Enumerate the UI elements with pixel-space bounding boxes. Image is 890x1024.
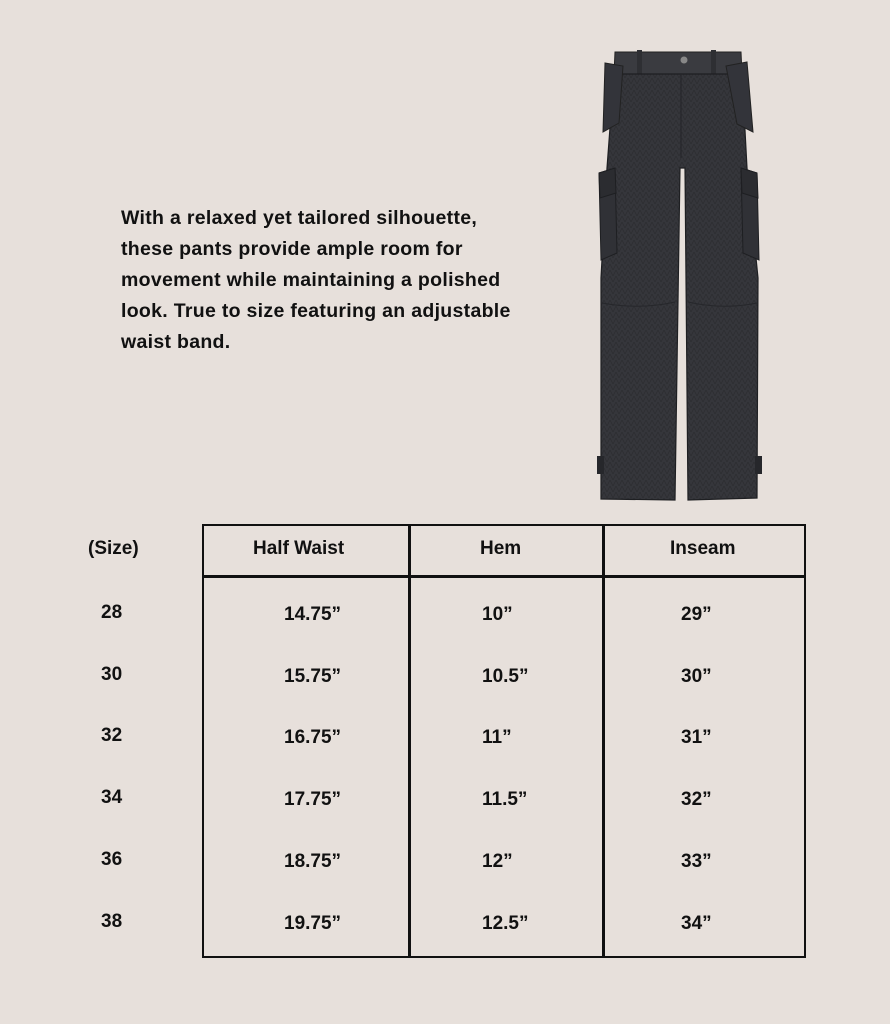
size-value: 36 [101, 849, 123, 870]
cell-hem: 12.5” [482, 913, 529, 934]
cell-inseam: 29” [681, 604, 712, 625]
size-value: 34 [101, 787, 123, 808]
column-header-hem: Hem [480, 538, 522, 559]
cell-half-waist: 19.75” [284, 913, 342, 934]
description-line: movement while maintaining a polished [121, 269, 501, 291]
cell-inseam: 32” [681, 789, 712, 810]
column-divider [602, 526, 605, 956]
cell-inseam: 30” [681, 666, 712, 687]
size-value: 30 [101, 664, 123, 685]
header-divider [204, 575, 804, 578]
product-description [121, 203, 561, 358]
description-line: waist band. [121, 331, 231, 353]
cell-inseam: 33” [681, 851, 712, 872]
size-value: 38 [101, 911, 123, 932]
cell-half-waist: 15.75” [284, 666, 342, 687]
cell-hem: 10” [482, 604, 513, 625]
cell-half-waist: 18.75” [284, 851, 342, 872]
cell-half-waist: 14.75” [284, 604, 342, 625]
column-header-half-waist: Half Waist [253, 538, 345, 559]
size-value: 28 [101, 602, 123, 623]
cell-inseam: 31” [681, 727, 712, 748]
cell-hem: 10.5” [482, 666, 529, 687]
column-header-inseam: Inseam [670, 538, 736, 559]
description-line: With a relaxed yet tailored silhouette, [121, 207, 478, 229]
column-divider [408, 526, 411, 956]
description-line: look. True to size featuring an adjustable [121, 300, 511, 322]
cell-half-waist: 17.75” [284, 789, 342, 810]
size-value: 32 [101, 725, 123, 746]
cell-inseam: 34” [681, 913, 712, 934]
cell-half-waist: 16.75” [284, 727, 342, 748]
cargo-pants-image [595, 48, 767, 504]
size-chart-table [202, 524, 806, 958]
cell-hem: 11” [482, 727, 512, 748]
cell-hem: 11.5” [482, 789, 528, 810]
description-line: these pants provide ample room for [121, 238, 463, 260]
cell-hem: 12” [482, 851, 513, 872]
size-column-header: (Size) [88, 538, 139, 559]
